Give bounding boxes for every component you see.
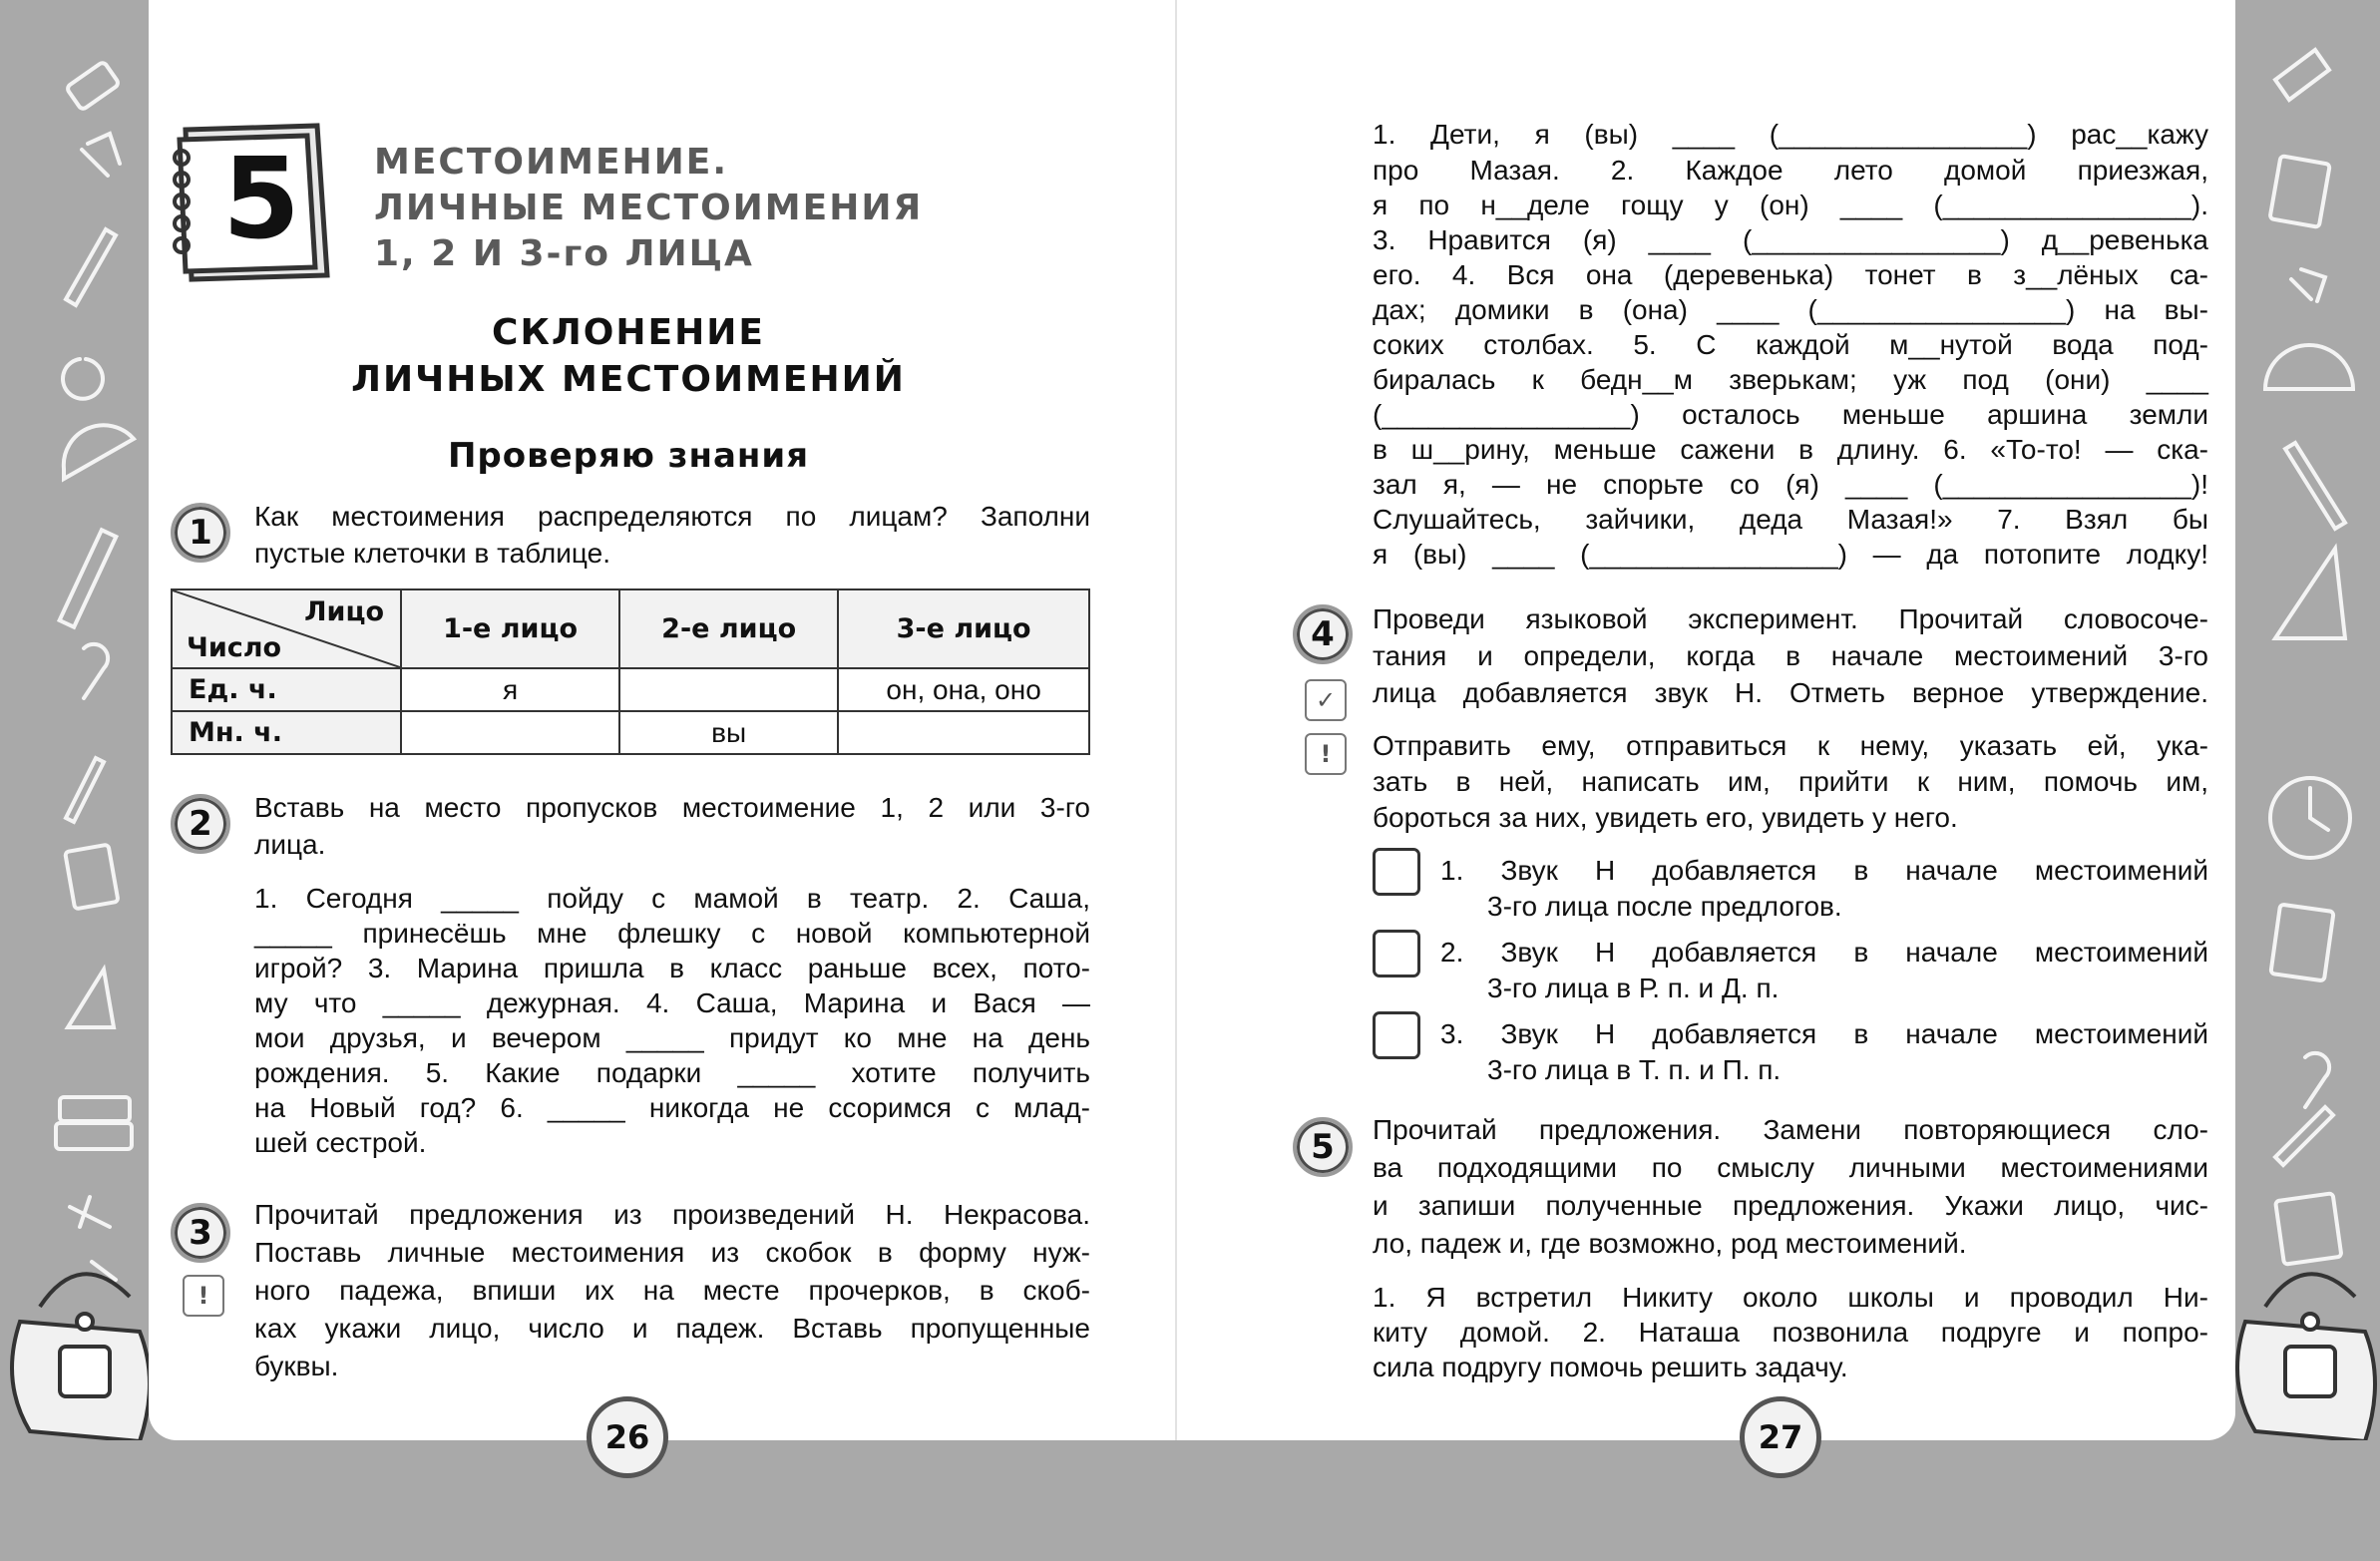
table-row-header: Мн. ч. [172, 711, 401, 754]
task-number-badge: 3 [171, 1203, 230, 1263]
exercise-text-line: я (вы) ____ (________________) — да потопите лодку! [1373, 539, 2208, 570]
chapter-title-line: ЛИЧНЫЕ МЕСТОИМЕНИЯ [374, 188, 924, 228]
exercise-text-line: (________________) осталось меньше аршина земли [1373, 399, 2208, 430]
table-cell-empty[interactable] [619, 668, 838, 711]
check-icon: ✓ [1305, 679, 1347, 721]
task-instruction-line: Вставь на место пропусков местоимение 1, 2 или 3-го [254, 792, 1090, 823]
book-spine [1175, 0, 1177, 1440]
task-number-badge: 4 [1293, 604, 1353, 664]
section-title-line: СКЛОНЕНИЕ [492, 312, 765, 353]
exercise-text-line: мои друзья, и вечером _____ придут ко мне на день [254, 1022, 1090, 1053]
attention-icon: ! [1305, 733, 1347, 775]
page-number-right: 27 [1740, 1396, 1821, 1478]
exercise-text-line: Отправить ему, отправиться к нему, указать ей, ука- [1373, 730, 2208, 761]
chapter-number: 5 [222, 135, 300, 264]
exercise-text-line: биралась к бедн__м зверькам; уж под (они) ____ [1373, 364, 2208, 395]
exercise-text-line: игрой? 3. Марина пришла в класс раньше всех, пото- [254, 953, 1090, 983]
exercise-text-line: 1. Я встретил Никиту около школы и проводил Ни- [1373, 1282, 2208, 1313]
exercise-text-line: му что _____ дежурная. 4. Саша, Марина и Вася — [254, 987, 1090, 1018]
exercise-text-line: 3. Нравится (я) ____ (________________) д__ревенька [1373, 224, 2208, 255]
exercise-text-line: на Новый год? 6. _____ никогда не ссоримся с млад- [254, 1092, 1090, 1123]
answer-option-line: 3-го лица после предлогов. [1487, 891, 1842, 922]
task-instruction-line: ло, падеж и, где возможно, род местоимений. [1373, 1228, 1967, 1259]
task-instruction-line: Как местоимения распределяются по лицам? Заполни [254, 501, 1090, 532]
chapter-title [374, 140, 923, 277]
task-instruction-line: пустые клеточки в таблице. [254, 538, 610, 569]
attention-icon: ! [183, 1275, 224, 1317]
table-header: 1-е лицо [401, 589, 619, 668]
table-row-header: Ед. ч. [172, 668, 401, 711]
chapter-title-line: МЕСТОИМЕНИЕ. [374, 142, 729, 183]
exercise-text-line: я по н__деле гощу у (он) ____ (________________). [1373, 190, 2208, 220]
answer-option-line: 3-го лица в Т. п. и П. п. [1487, 1054, 1782, 1085]
task-instruction-line: лица. [254, 829, 326, 860]
answer-checkbox[interactable] [1373, 1011, 1420, 1059]
page-number-left: 26 [587, 1396, 668, 1478]
table-corner-top: Лицо [304, 596, 384, 627]
task-instruction-line: Поставь личные местоимения из скобок в форму нуж- [254, 1237, 1090, 1268]
exercise-text-line: _____ принесёшь мне флешку с новой компьютерной [254, 918, 1090, 949]
exercise-text-line: 1. Дети, я (вы) ____ (________________) рас__кажу [1373, 119, 2208, 150]
exercise-text-line: киту домой. 2. Наташа позвонила подруге и попро- [1373, 1317, 2208, 1348]
table-corner-bottom: Число [187, 632, 282, 663]
exercise-text-line: шей сестрой. [254, 1127, 427, 1158]
pronoun-table [171, 588, 1090, 755]
table-cell-empty[interactable] [401, 711, 619, 754]
exercise-text-line: зать в ней, написать им, прийти к ним, помочь им, [1373, 766, 2208, 797]
section-title-line: ЛИЧНЫХ МЕСТОИМЕНИЙ [351, 359, 906, 400]
left-margin-doodles [0, 0, 149, 1440]
exercise-text-line: в ш__рину, меньше сажени в длину. 6. «То-то! — ска- [1373, 434, 2208, 465]
task-instruction-line: ного падежа, впиши их на месте прочерков, в скоб- [254, 1275, 1090, 1306]
exercise-text-line: его. 4. Вся она (деревенька) тонет в з__лёных са- [1373, 259, 2208, 290]
table-corner-cell [172, 589, 401, 668]
task-number-badge: 1 [171, 503, 230, 563]
chapter-title-line: 1, 2 И 3-го ЛИЦА [374, 233, 754, 274]
exercise-text-line: про Мазая. 2. Каждое лето домой приезжая, [1373, 155, 2208, 186]
task-instruction-line: буквы. [254, 1351, 339, 1381]
section-title [180, 309, 1077, 403]
task-instruction-line: тания и определи, когда в начале местоимений 3-го [1373, 640, 2208, 671]
task-instruction-line: Прочитай предложения из произведений Н. Некрасова. [254, 1199, 1090, 1230]
answer-checkbox[interactable] [1373, 848, 1420, 896]
table-cell-empty[interactable] [838, 711, 1089, 754]
table-row [172, 711, 1089, 754]
exercise-text-line: бороться за них, увидеть его, увидеть у него. [1373, 802, 1958, 833]
exercise-text-line: Слушайтесь, зайчики, деда Мазая!» 7. Взял бы [1373, 504, 2208, 535]
exercise-text-line: рождения. 5. Какие подарки _____ хотите получить [254, 1057, 1090, 1088]
answer-option-line: 1. Звук Н добавляется в начале местоимений [1440, 855, 2208, 886]
table-cell: я [401, 668, 619, 711]
task-number-badge: 2 [171, 794, 230, 854]
exercise-text-line: зал я, — не спорьте со (я) ____ (________________)! [1373, 469, 2208, 500]
answer-option-line: 3-го лица в Р. п. и Д. п. [1487, 973, 1780, 1003]
answer-option-line: 3. Звук Н добавляется в начале местоимений [1440, 1018, 2208, 1049]
task-instruction-line: лица добавляется звук Н. Отметь верное утверждение. [1373, 677, 2208, 708]
task-instruction-line: ва подходящими по смыслу личными местоимениями [1373, 1152, 2208, 1183]
table-cell: он, она, оно [838, 668, 1089, 711]
task-instruction-line: ках укажи лицо, число и падеж. Вставь пропущенные [254, 1313, 1090, 1344]
right-margin-doodles [2235, 0, 2380, 1440]
task-instruction-line: Прочитай предложения. Замени повторяющиеся сло- [1373, 1114, 2208, 1145]
exercise-text-line: сила подругу помочь решить задачу. [1373, 1352, 1848, 1382]
task-instruction-line: Проведи языковой эксперимент. Прочитай словосоче- [1373, 603, 2208, 634]
exercise-text-line: соких столбах. 5. С каждой м__нутой вода под- [1373, 329, 2208, 360]
answer-checkbox[interactable] [1373, 930, 1420, 977]
section-subtitle: Проверяю знания [447, 436, 810, 476]
table-header: 3-е лицо [838, 589, 1089, 668]
task-number-badge: 5 [1293, 1117, 1353, 1177]
exercise-text-line: 1. Сегодня _____ пойду с мамой в театр. 2. Саша, [254, 883, 1090, 914]
answer-option-line: 2. Звук Н добавляется в начале местоимений [1440, 937, 2208, 968]
table-row [172, 668, 1089, 711]
table-cell: вы [619, 711, 838, 754]
table-header: 2-е лицо [619, 589, 838, 668]
task-instruction-line: и запиши полученные предложения. Укажи лицо, чис- [1373, 1190, 2208, 1221]
exercise-text-line: дах; домики в (она) ____ (________________) на вы- [1373, 294, 2208, 325]
